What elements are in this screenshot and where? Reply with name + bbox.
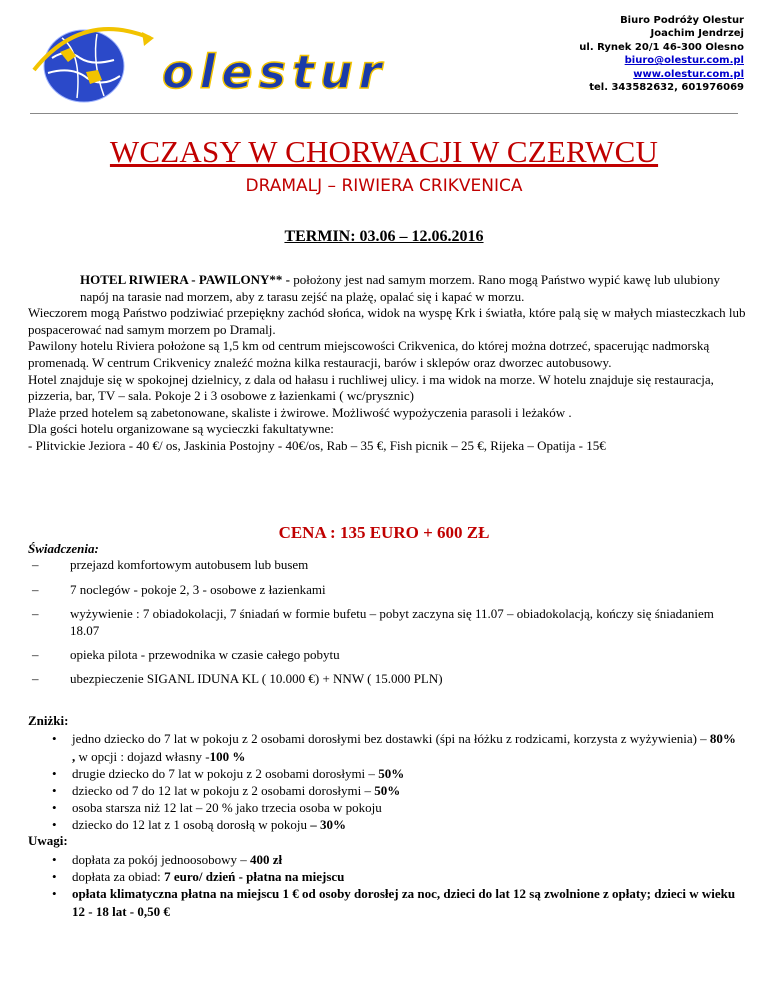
description-paragraph: Pawilony hotelu Riviera położone są 1,5 km od centrum miejscowości Crikvenica, do której można dotrzeć, spacerując nadmorską promenadą. W centrum Crikvenicy znaleźć można kilka restauracji, barów i sklepów oraz dworzec autobusowy.	[28, 338, 710, 370]
description-paragraph: Dla gości hotelu organizowane są wycieczki fakultatywne:	[28, 421, 334, 437]
services-heading: Świadczenia:	[28, 541, 99, 556]
header-divider	[30, 113, 738, 114]
website-link[interactable]: www.olestur.com.pl	[633, 68, 744, 80]
hotel-description	[28, 272, 746, 455]
company-address: ul. Rynek 20/1 46-300 Olesno	[579, 41, 744, 53]
logo-text: olestur	[162, 45, 388, 99]
description-paragraph: Hotel znajduje się w spokojnej dzielnicy, z dala od hałasu i ruchliwej ulicy. i ma widok na morze. W hotelu znajduje się restauracja, pizzeria, bar, TV – sala. Pokoje 2 i 3 osobowe z łazienkami ( wc/prysznic)	[28, 371, 714, 404]
page-subtitle: DRAMALJ – RIWIERA CRIKVENICA	[245, 176, 523, 196]
email-link[interactable]: biuro@olestur.com.pl	[624, 55, 744, 67]
discounts-heading: Zniżki:	[28, 713, 69, 728]
price: CENA : 135 EURO + 600 ZŁ	[278, 523, 490, 542]
note-item: • opłata klimatyczna płatna na miejscu 1 € od osoby dorosłej za noc, dzieci do lat 12 są zwolnione z opłaty; dzieci w wieku 12 - 18 lat - 0,50 €	[52, 886, 736, 919]
company-contact	[484, 14, 744, 94]
service-item: – opieka pilota - przewodnika w czasie całego pobytu	[32, 647, 340, 662]
trip-dates: TERMIN: 03.06 – 12.06.2016	[284, 228, 484, 245]
description-paragraph: Plaże przed hotelem są zabetonowane, skaliste i żwirowe. Możliwość wypożyczenia parasoli i leżaków .	[28, 404, 572, 420]
olestur-logo	[22, 18, 462, 108]
discount-item: • osoba starsza niż 12 lat – 20 % jako trzecia osoba w pokoju	[52, 800, 382, 815]
excursions-list: - Plitvickie Jeziora - 40 €/ os, Jaskinia Postojny - 40€/os, Rab – 35 €, Fish picnik – 25 €, Rijeka – Opatija - 15€	[28, 437, 606, 453]
company-owner: Joachim Jendrzej	[650, 28, 744, 40]
service-item: – przejazd komfortowym autobusem lub busem	[32, 557, 309, 572]
company-name: Biuro Podróży Olestur	[620, 15, 744, 26]
discount-item: • drugie dziecko do 7 lat w pokoju z 2 osobami dorosłymi – 50%	[52, 766, 405, 781]
note-item: • dopłata za pokój jednoosobowy – 400 zł	[52, 852, 283, 867]
hotel-name: HOTEL RIWIERA - PAWILONY** -	[80, 272, 290, 287]
service-item: – wyżywienie : 7 obiadokolacji, 7 śniadań w formie bufetu – pobyt zaczyna się 11.07 – obiadokolacją, kończy się śniadaniem 18.07	[32, 606, 714, 638]
discount-item: • dziecko do 12 lat z 1 osobą dorosłą w pokoju – 30%	[52, 817, 347, 832]
discount-item: • jedno dziecko do 7 lat w pokoju z 2 osobami dorosłymi bez dostawki (śpi na łóżku z rodzicami, korzysta z wyżywienia) – 80% , w opcji : dojazd własny -100 %	[52, 731, 736, 764]
description-paragraph: Wieczorem mogą Państwo podziwiać przepiękny zachód słońca, widok na wyspę Krk i światła, które palą się w małych miasteczkach lub pospacerować nad samym morzem po Dramalj.	[28, 305, 746, 337]
notes-heading: Uwagi:	[28, 833, 68, 848]
discount-item: • dziecko od 7 do 12 lat w pokoju z 2 osobami dorosłymi – 50%	[52, 783, 401, 798]
company-phone: tel. 343582632, 601976069	[589, 82, 744, 94]
service-item: – ubezpieczenie SIGANL IDUNA KL ( 10.000 €) + NNW ( 15.000 PLN)	[32, 671, 443, 686]
service-item: – 7 noclegów - pokoje 2, 3 - osobowe z łazienkami	[32, 582, 326, 597]
page-title: WCZASY W CHORWACJI W CZERWCU	[109, 134, 659, 169]
description-paragraph: HOTEL RIWIERA - PAWILONY** - położony jest nad samym morzem. Rano mogą Państwo wypić kawę lub ulubiony napój na tarasie nad morzem, aby z tarasu zejść na plażę, opalać się i kapać w morzu.	[80, 272, 720, 304]
note-item: • dopłata za obiad: 7 euro/ dzień - płatna na miejscu	[52, 869, 345, 884]
globe-icon	[34, 29, 154, 102]
